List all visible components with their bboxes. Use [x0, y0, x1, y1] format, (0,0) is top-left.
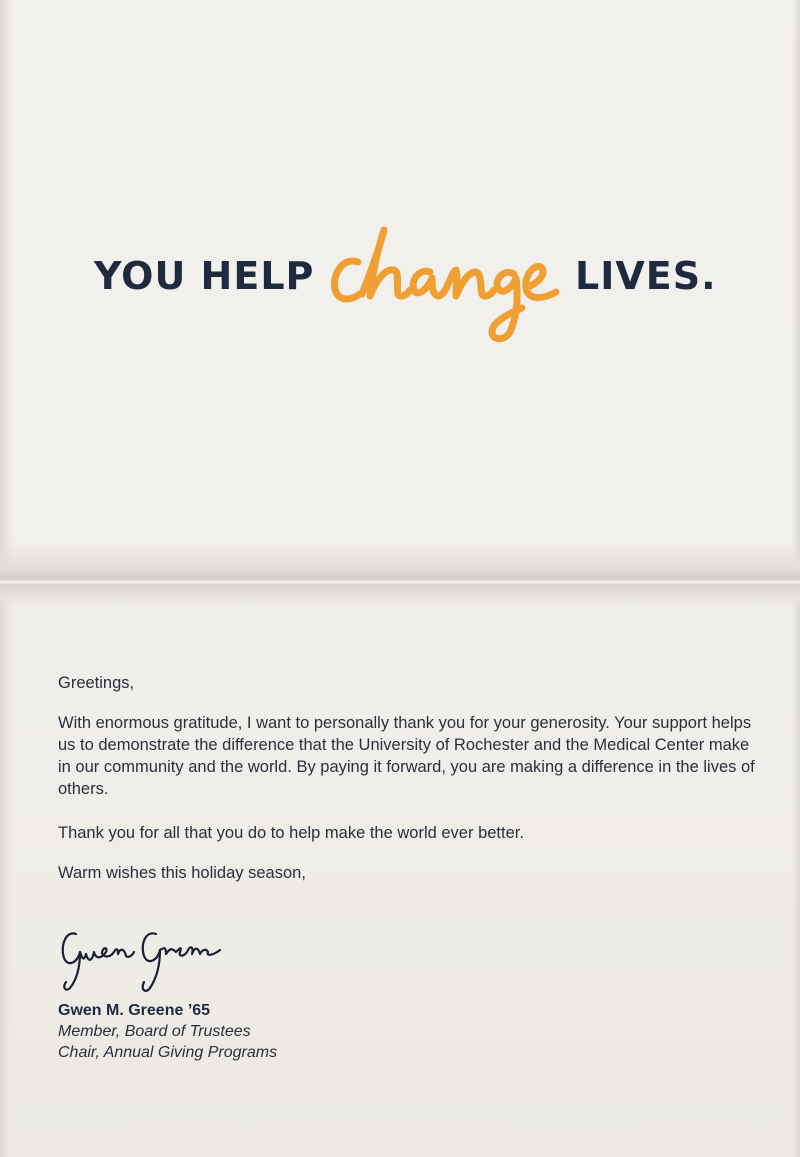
- signature-graphic: [56, 918, 236, 998]
- headline-after: LIVES.: [575, 254, 717, 298]
- headline-script-word: [322, 218, 580, 348]
- letter-closing: Warm wishes this holiday season,: [58, 864, 306, 882]
- letter-greeting: Greetings,: [58, 674, 135, 692]
- signer-title-trustee: Member, Board of Trustees: [58, 1023, 251, 1040]
- headline: [0, 218, 800, 348]
- signer-name: Gwen M. Greene ’65: [58, 1002, 211, 1019]
- signer-title-chair: Chair, Annual Giving Programs: [58, 1044, 278, 1061]
- headline-before: YOU HELP: [94, 254, 315, 298]
- card-fold: [0, 540, 800, 610]
- letter-paragraph: With enormous gratitude, I want to personally thank you for your generosity. Your support helps us to demonstrate the difference that the University of Rochester and the Medical Center make in our community and the world. By paying it forward, you are making a difference in the lives of others.: [58, 714, 755, 798]
- letter-thanks: Thank you for all that you do to help make the world ever better.: [58, 824, 524, 842]
- letter-body: [58, 672, 758, 884]
- change-script-graphic: [322, 218, 580, 348]
- signer-block: [58, 1000, 458, 1063]
- handwritten-signature: [56, 918, 236, 998]
